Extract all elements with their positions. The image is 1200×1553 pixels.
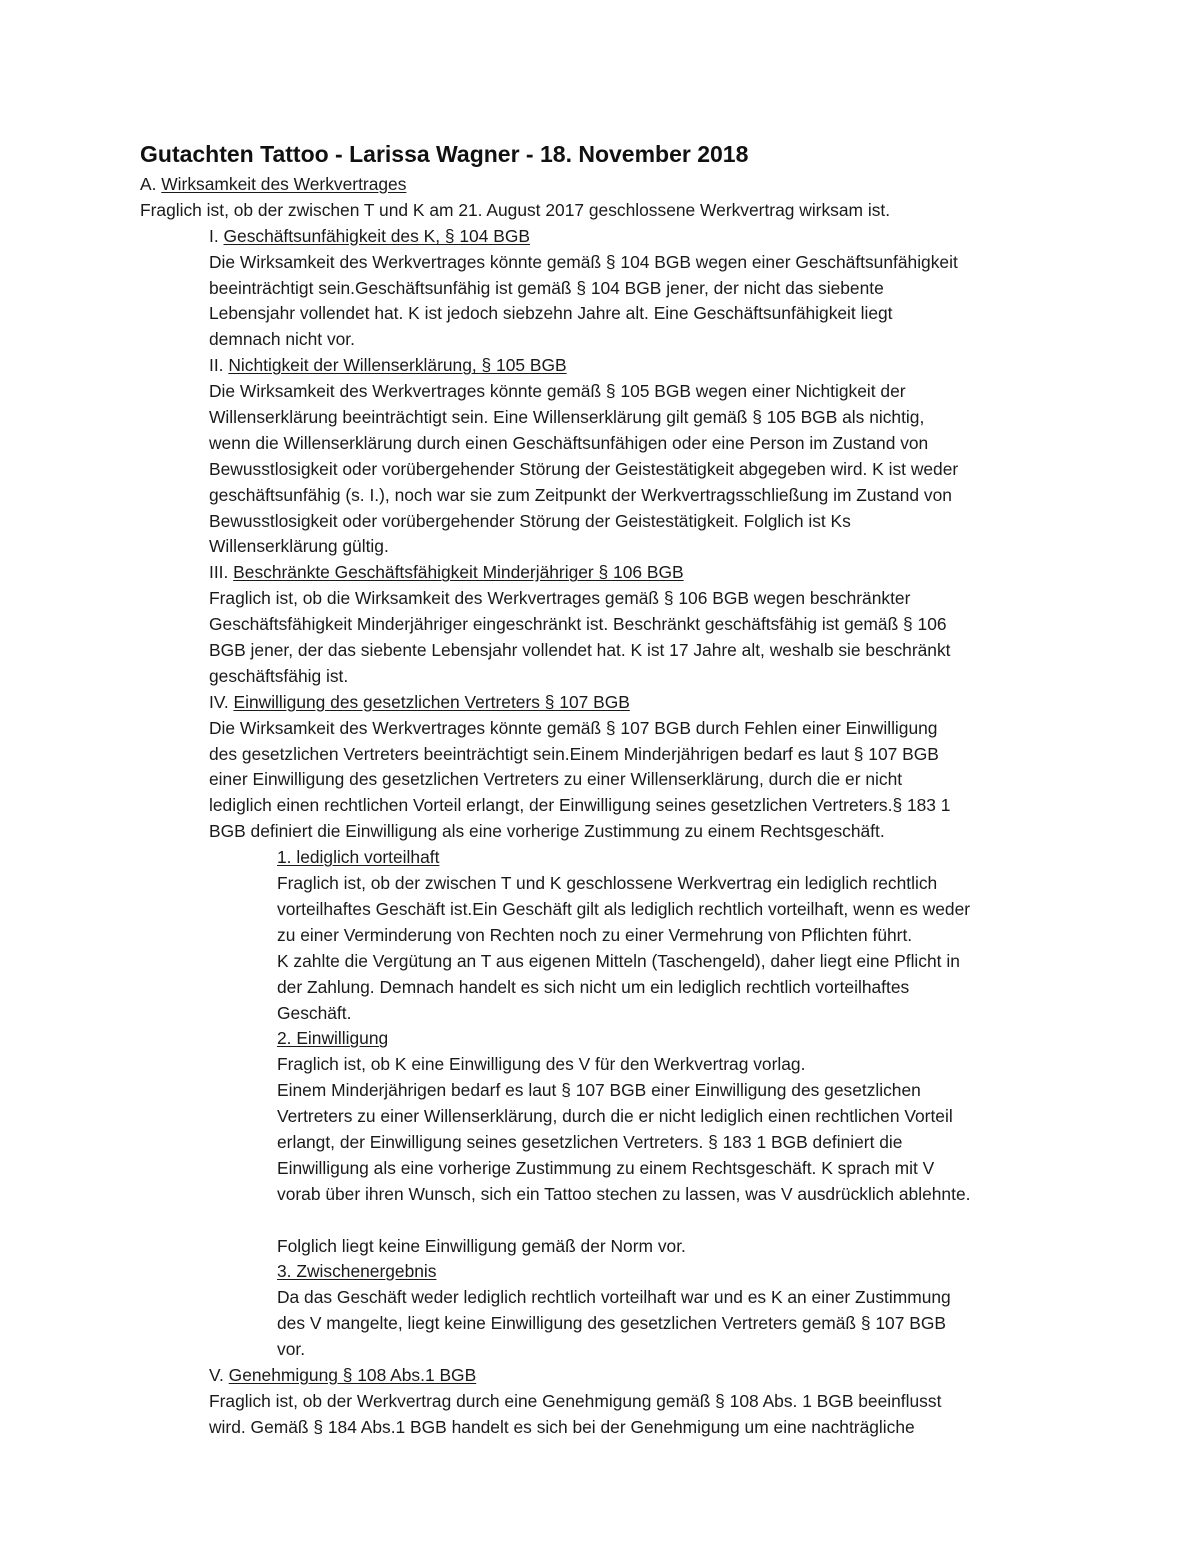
paragraph-line: [140, 923, 1080, 949]
line-text: Die Wirksamkeit des Werkvertrages könnte gemäß § 104 BGB wegen einer Geschäftsunfähigkeit: [209, 251, 958, 272]
line-text: lediglich einen rechtlichen Vorteil erlangt, der Einwilligung seines gesetzlichen Vertreters.§ 183 1: [209, 795, 951, 816]
section-heading: [140, 845, 1080, 871]
heading-number: A.: [140, 174, 162, 194]
section-heading: [140, 172, 1080, 198]
line-text: Fraglich ist, ob der Werkvertrag durch eine Genehmigung gemäß § 108 Abs. 1 BGB beeinflusst: [209, 1390, 942, 1411]
section-heading: [140, 353, 1080, 379]
line-text: wird. Gemäß § 184 Abs.1 BGB handelt es sich bei der Genehmigung um eine nachträgliche: [209, 1416, 915, 1437]
paragraph-line: [140, 1001, 1080, 1027]
paragraph-line: [140, 1130, 1080, 1156]
paragraph-line: [140, 586, 1080, 612]
paragraph-line: [140, 327, 1080, 353]
paragraph-line: [140, 534, 1080, 560]
line-text: Einwilligung als eine vorherige Zustimmung zu einem Rechtsgeschäft. K sprach mit V: [277, 1157, 935, 1178]
section-heading: [140, 560, 1080, 586]
paragraph-line: [140, 1182, 1080, 1208]
heading-number: II.: [209, 355, 229, 376]
paragraph-line: [140, 871, 1080, 897]
line-text: einer Einwilligung des gesetzlichen Vertreters zu einer Willenserklärung, durch die er nicht: [209, 769, 903, 790]
line-text: Fraglich ist, ob der zwischen T und K geschlossene Werkvertrag ein lediglich rechtlich: [277, 873, 938, 894]
line-text: des gesetzlichen Vertreters beeinträchtigt sein.Einem Minderjährigen bedarf es laut § 107 BGB: [209, 743, 939, 764]
section-heading: [140, 690, 1080, 716]
section-heading: [140, 1259, 1080, 1285]
paragraph-line: [140, 509, 1080, 535]
line-text: Fraglich ist, ob die Wirksamkeit des Werkvertrages gemäß § 106 BGB wegen beschränkter: [209, 588, 911, 609]
line-text: Geschäftsfähigkeit Minderjähriger eingeschränkt ist. Beschränkt geschäftsfähig ist gemäß § 106: [209, 614, 947, 635]
paragraph-line: [140, 1052, 1080, 1078]
document-title: Gutachten Tattoo - Larissa Wagner - 18. November 2018: [140, 141, 749, 167]
paragraph-line: [140, 1311, 1080, 1337]
paragraph-line: [140, 1156, 1080, 1182]
heading-text: Einwilligung des gesetzlichen Vertreters § 107 BGB: [233, 691, 630, 712]
line-text: vor.: [277, 1339, 306, 1360]
line-text: Die Wirksamkeit des Werkvertrages könnte gemäß § 107 BGB durch Fehlen einer Einwilligung: [209, 717, 938, 738]
paragraph-line: [140, 664, 1080, 690]
paragraph-line: [140, 716, 1080, 742]
paragraph-line: [140, 612, 1080, 638]
line-text: Vertreters zu einer Willenserklärung, durch die er nicht lediglich einen rechtlichen Vorteil: [277, 1106, 953, 1127]
paragraph-line: [140, 431, 1080, 457]
paragraph-line: [140, 1415, 1080, 1441]
heading-number: III.: [209, 562, 234, 583]
paragraph-line: [140, 897, 1080, 923]
heading-text: 2. Einwilligung: [277, 1028, 389, 1049]
line-text: vorab über ihren Wunsch, sich ein Tattoo stechen zu lassen, was V ausdrücklich ablehnte.: [277, 1183, 971, 1204]
line-text: zu einer Verminderung von Rechten noch zu einer Vermehrung von Pflichten führt.: [277, 924, 913, 945]
line-text: geschäftsunfähig (s. I.), noch war sie zum Zeitpunkt der Werkvertragsschließung im Zustand von: [209, 484, 952, 505]
paragraph-line: [140, 1389, 1080, 1415]
heading-text: Wirksamkeit des Werkvertrages: [161, 174, 407, 194]
line-text: beeinträchtigt sein.Geschäftsunfähig ist gemäß § 104 BGB jener, der nicht das siebente: [209, 277, 884, 298]
document-body: [140, 172, 1080, 1441]
section-heading: [140, 1026, 1080, 1052]
heading-text: 1. lediglich vorteilhaft: [277, 847, 440, 868]
paragraph-line: [140, 250, 1080, 276]
paragraph-line: [140, 1234, 1080, 1260]
line-text: demnach nicht vor.: [209, 329, 355, 350]
line-text: Lebensjahr vollendet hat. K ist jedoch siebzehn Jahre alt. Eine Geschäftsunfähigkeit liegt: [209, 303, 893, 324]
line-text: erlangt, der Einwilligung seines gesetzlichen Vertreters. § 183 1 BGB definiert die: [277, 1131, 903, 1152]
paragraph-line: [140, 793, 1080, 819]
heading-number: V.: [209, 1364, 229, 1385]
line-text: Die Wirksamkeit des Werkvertrages könnte gemäß § 105 BGB wegen einer Nichtigkeit der: [209, 381, 906, 402]
heading-text: 3. Zwischenergebnis: [277, 1261, 437, 1282]
line-text: Fraglich ist, ob K eine Einwilligung des V für den Werkvertrag vorlag.: [277, 1054, 806, 1075]
line-text: Da das Geschäft weder lediglich rechtlich vorteilhaft war und es K an einer Zustimmung: [277, 1287, 951, 1308]
paragraph-line: [140, 301, 1080, 327]
line-text: Fraglich ist, ob der zwischen T und K am 21. August 2017 geschlossene Werkvertrag wirksam ist.: [140, 199, 891, 220]
paragraph-line: [140, 638, 1080, 664]
paragraph-line: [140, 483, 1080, 509]
paragraph-line: [140, 767, 1080, 793]
paragraph-line: [140, 1104, 1080, 1130]
line-text: geschäftsfähig ist.: [209, 665, 349, 686]
heading-text: Nichtigkeit der Willenserklärung, § 105 BGB: [228, 355, 567, 376]
paragraph-line: [140, 975, 1080, 1001]
line-text: wenn die Willenserklärung durch einen Geschäftsunfähigen oder eine Person im Zustand von: [209, 432, 929, 453]
paragraph-line: [140, 1078, 1080, 1104]
paragraph-line: [140, 198, 1080, 224]
line-text: der Zahlung. Demnach handelt es sich nicht um ein lediglich rechtlich vorteilhaftes: [277, 976, 910, 997]
heading-text: Genehmigung § 108 Abs.1 BGB: [228, 1364, 477, 1385]
line-text: Willenserklärung beeinträchtigt sein. Eine Willenserklärung gilt gemäß § 105 BGB als nichtig,: [209, 407, 925, 428]
line-text: Willenserklärung gültig.: [209, 536, 389, 557]
heading-text: Beschränkte Geschäftsfähigkeit Minderjähriger § 106 BGB: [233, 562, 684, 583]
line-text: Einem Minderjährigen bedarf es laut § 107 BGB einer Einwilligung des gesetzlichen: [277, 1080, 921, 1101]
heading-number: I.: [209, 225, 224, 246]
line-text: K zahlte die Vergütung an T aus eigenen Mitteln (Taschengeld), daher liegt eine Pflicht in: [277, 950, 960, 971]
heading-number: IV.: [209, 691, 234, 712]
paragraph-line: [140, 949, 1080, 975]
line-text: Bewusstlosigkeit oder vorübergehender Störung der Geistestätigkeit. Folglich ist Ks: [209, 510, 851, 531]
paragraph-line: [140, 1337, 1080, 1363]
section-heading: [140, 224, 1080, 250]
paragraph-line: [140, 276, 1080, 302]
line-text: Bewusstlosigkeit oder vorübergehender Störung der Geistestätigkeit abgegeben wird. K ist weder: [209, 458, 959, 479]
line-text: vorteilhaftes Geschäft ist.Ein Geschäft gilt als lediglich rechtlich vorteilhaft, wenn es weder: [277, 898, 971, 919]
paragraph-line: [140, 742, 1080, 768]
paragraph-line: [140, 405, 1080, 431]
paragraph-line: [140, 379, 1080, 405]
line-text: BGB definiert die Einwilligung als eine vorherige Zustimmung zu einem Rechtsgeschäft.: [209, 821, 885, 842]
heading-text: Geschäftsunfähigkeit des K, § 104 BGB: [223, 225, 530, 246]
paragraph-line: [140, 457, 1080, 483]
paragraph-line: [140, 1285, 1080, 1311]
line-text: Geschäft.: [277, 1002, 352, 1023]
line-text: des V mangelte, liegt keine Einwilligung des gesetzlichen Vertreters gemäß § 107 BGB: [277, 1313, 946, 1334]
line-text: Folglich liegt keine Einwilligung gemäß der Norm vor.: [277, 1235, 686, 1256]
paragraph-line: [140, 819, 1080, 845]
line-text: BGB jener, der das siebente Lebensjahr vollendet hat. K ist 17 Jahre alt, weshalb sie beschränkt: [209, 640, 951, 661]
paragraph-line: [140, 1208, 1080, 1234]
section-heading: [140, 1363, 1080, 1389]
